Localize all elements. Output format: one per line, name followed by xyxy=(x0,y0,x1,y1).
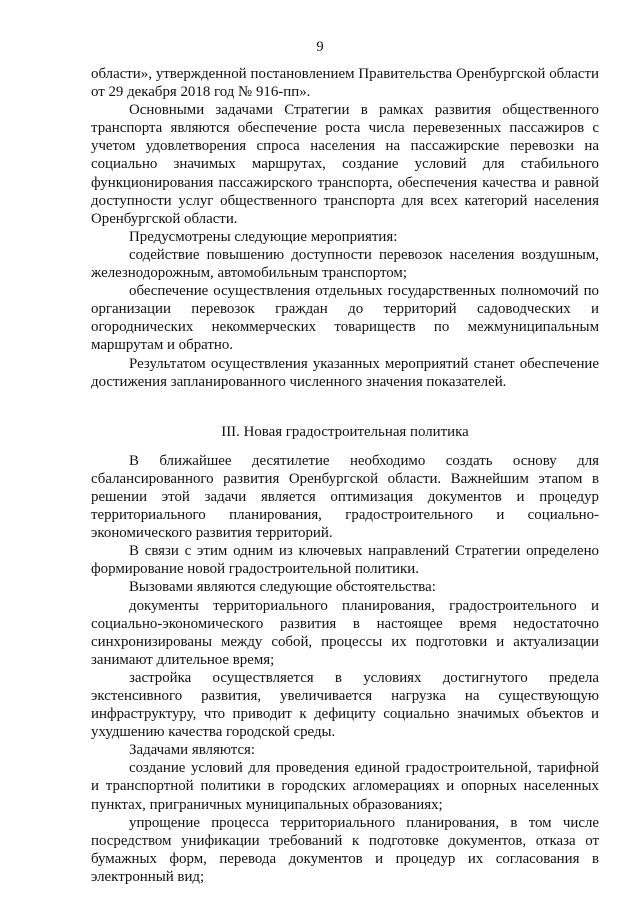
list-item-unified-policy: создание условий для проведения единой градостроительной, тарифной и транспортной политики в городских агломерациях и опорных населенных пунктах, приграничных муниципальных образованиях; xyxy=(91,760,599,813)
list-item-transport-access: содействие повышению доступности перевозок населения воздушным, железнодорожным, автомобильным транспортом; xyxy=(91,246,599,282)
page-number: 9 xyxy=(316,39,324,55)
paragraph-decade-basis: В ближайшее десятилетие необходимо создать основу для сбалансированного развития Оренбургской области. Важнейшим этапом в решении этой задачи является оптимизация документов и процедур территориального планирования, градостроительного и социально-экономического развития территорий. xyxy=(91,452,599,542)
paragraph-transport-goals: Основными задачами Стратегии в рамках развития общественного транспорта являются обеспечение роста числа перевезенных пассажиров с учетом удовлетворения спроса населения на пассажирские перевозки на социально значимых маршрутах, создание условий для стабильного функционирования пассажирского транспорта, обеспечения качества и равной доступности услуг общественного транспорта для всех категорий населения Оренбургской области. xyxy=(91,102,599,227)
list-item-simplification: упрощение процесса территориального планирования, в том числе посредством унификации требований к подготовке документов, отказа от бумажных форм, перевода документов и процедур их согласования в электронный вид; xyxy=(91,814,599,885)
document-body xyxy=(91,65,599,886)
paragraph-tasks-intro: Задачами являются: xyxy=(129,742,256,759)
section-heading: III. Новая градостроительная политика xyxy=(221,423,469,440)
list-item-development-limit: застройка осуществляется в условиях достигнутого предела экстенсивного развития, увеличивается нагрузка на существующую инфраструктуру, что приводит к дефициту социально значимых объектов и ухудшению качества городской среды. xyxy=(91,669,599,741)
paragraph-result: Результатом осуществления указанных мероприятий станет обеспечение достижения запланированного численного значения показателей. xyxy=(91,355,599,390)
paragraph-measures-intro: Предусмотрены следующие мероприятия: xyxy=(129,228,398,245)
paragraph-key-direction: В связи с этим одним из ключевых направлений Стратегии определено формирование новой градостроительной политики. xyxy=(91,543,599,578)
list-item-state-powers: обеспечение осуществления отдельных государственных полномочий по организации перевозок граждан до территорий садоводческих и огороднических некоммерческих товариществ по межмуниципальным маршрутам и обратно. xyxy=(91,283,599,354)
paragraph-challenges-intro: Вызовами являются следующие обстоятельства: xyxy=(129,579,436,596)
paragraph-continuation: области», утвержденной постановлением Правительства Оренбургской области от 29 декабря 2018 год № 916-пп». xyxy=(91,66,599,101)
list-item-planning-docs: документы территориального планирования, градостроительного и социально-экономического развития в настоящее время недостаточно синхронизированы между собой, процессы их подготовки и актуализации занимают длительное время; xyxy=(91,597,599,668)
